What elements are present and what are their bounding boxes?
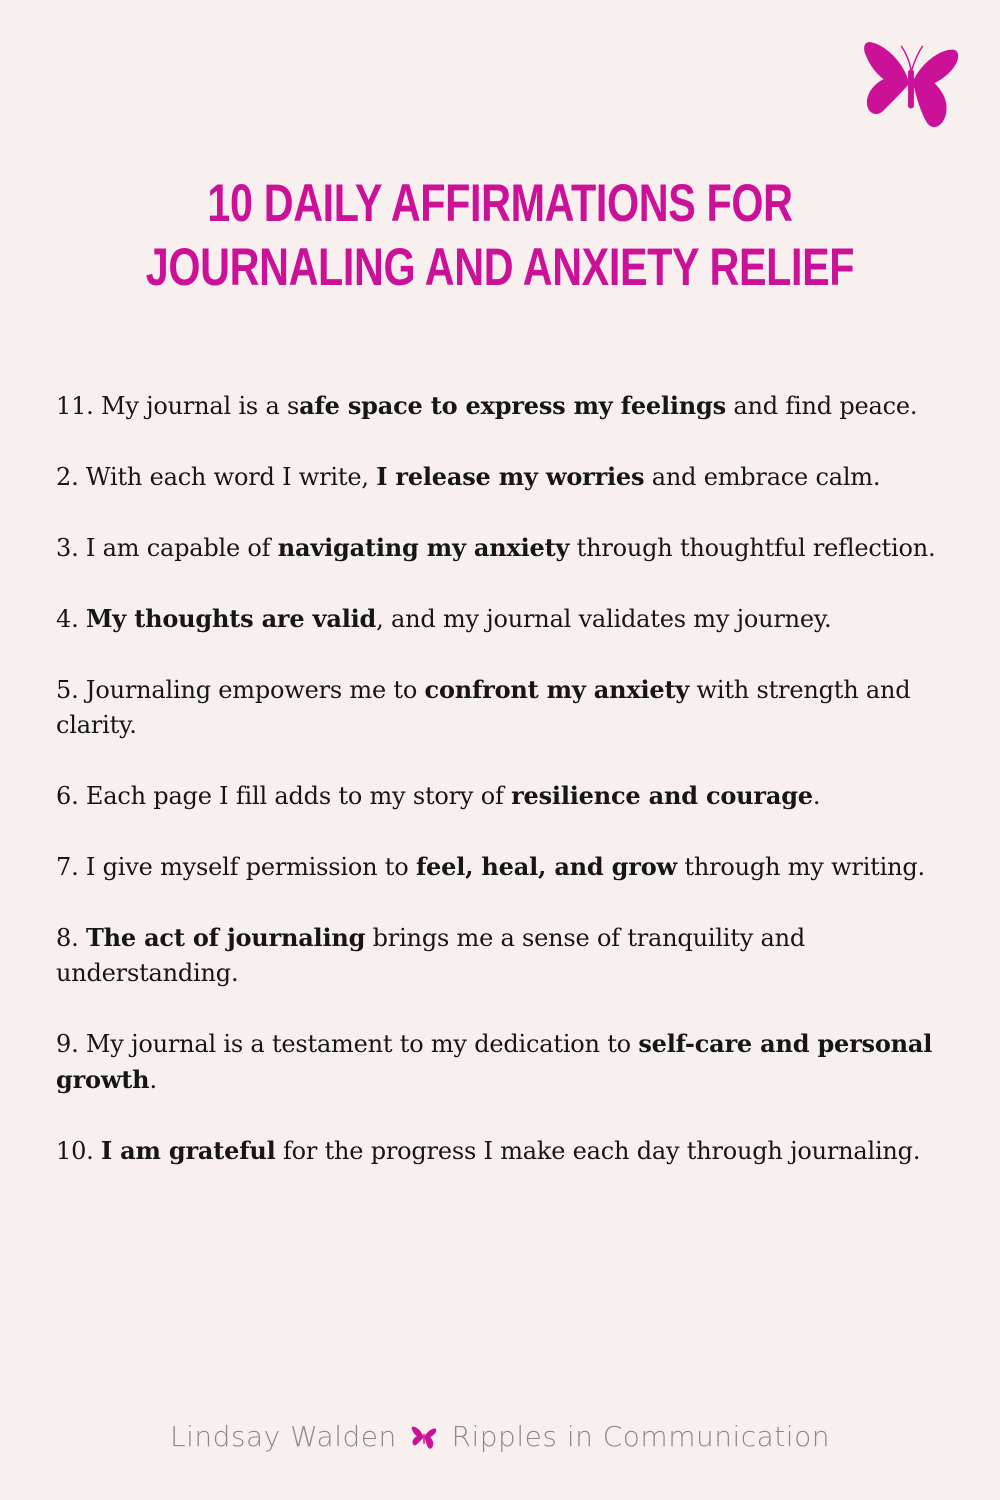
list-item xyxy=(56,388,936,424)
item-text: 5. Journaling empowers me to xyxy=(56,676,425,704)
item-emphasis: resilience and courage xyxy=(511,781,813,810)
item-emphasis: The act of journaling xyxy=(85,923,366,952)
item-text: 3. I am capable of xyxy=(56,534,278,562)
item-text: for the progress I make each day through journaling. xyxy=(275,1137,921,1165)
item-text: 9. My journal is a testament to my dedication to xyxy=(56,1030,639,1058)
item-emphasis: I release my worries xyxy=(376,462,645,491)
item-emphasis: self-care and personal growth xyxy=(56,1029,933,1094)
item-emphasis: My thoughts are valid xyxy=(85,604,377,633)
list-item xyxy=(56,1026,936,1098)
item-emphasis: confront my anxiety xyxy=(424,675,690,704)
page-title: 10 DAILY AFFIRMATIONS FOR JOURNALING AND ANXIETY RELIEF xyxy=(145,174,855,297)
item-text: . xyxy=(812,782,821,810)
item-text: and find peace. xyxy=(725,392,918,420)
item-text: through my writing. xyxy=(676,853,925,881)
butterfly-icon xyxy=(862,40,960,132)
item-text: 8. xyxy=(56,924,86,952)
list-item xyxy=(56,920,936,991)
item-text: 10. xyxy=(56,1137,101,1165)
affirmation-list xyxy=(56,388,936,1204)
footer-credit xyxy=(0,1420,1000,1453)
item-emphasis: navigating my anxiety xyxy=(277,533,570,562)
butterfly-icon xyxy=(410,1426,438,1450)
item-text: 11. My journal is a s xyxy=(56,392,300,420)
item-text: and embrace calm. xyxy=(644,463,881,491)
list-item xyxy=(56,601,936,637)
list-item xyxy=(56,530,936,566)
list-item xyxy=(56,778,936,814)
list-item xyxy=(56,672,936,743)
item-emphasis: feel, heal, and grow xyxy=(415,852,677,881)
footer-site: Ripples in Communication xyxy=(451,1420,830,1453)
footer-author: Lindsay Walden xyxy=(170,1420,397,1453)
item-text: , and my journal validates my journey. xyxy=(376,605,832,633)
list-item xyxy=(56,849,936,885)
item-text: 4. xyxy=(56,605,86,633)
item-text: . xyxy=(149,1066,157,1094)
item-text: through thoughtful reflection. xyxy=(569,534,936,562)
item-text: 2. With each word I write, xyxy=(56,463,377,491)
item-emphasis: afe space to express my feelings xyxy=(299,391,726,420)
item-text: with strength and clarity. xyxy=(56,676,911,739)
item-text: 7. I give myself permission to xyxy=(56,853,416,881)
list-item xyxy=(56,1133,936,1169)
item-text: brings me a sense of tranquility and understanding. xyxy=(56,924,806,987)
list-item xyxy=(56,459,936,495)
item-text: 6. Each page I fill adds to my story of xyxy=(56,782,512,810)
item-emphasis: I am grateful xyxy=(101,1136,276,1165)
